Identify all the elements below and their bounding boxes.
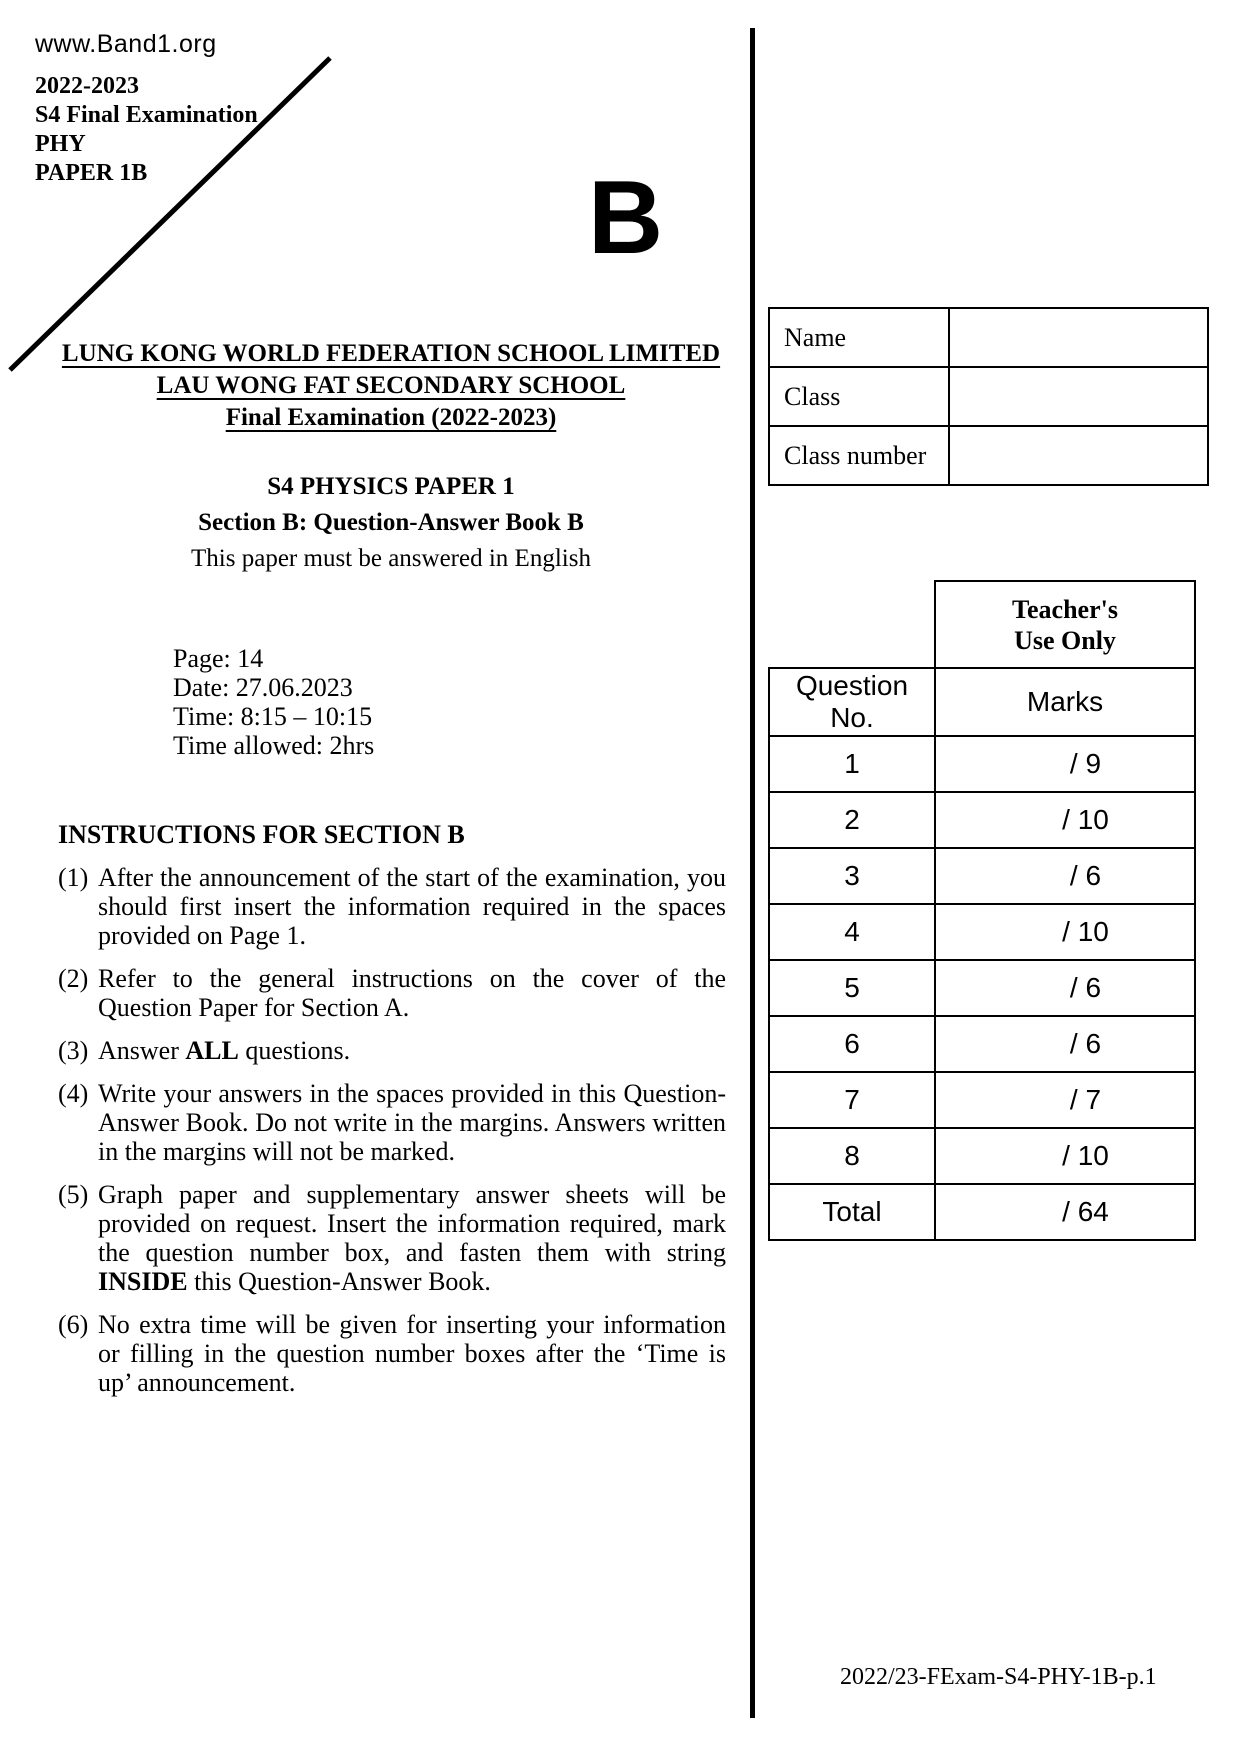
teacher-table-row xyxy=(769,1016,1195,1072)
paper-id-block xyxy=(35,72,258,188)
marks-header-cell: Marks xyxy=(935,668,1195,736)
instruction-text xyxy=(98,863,726,950)
exam-info-time-allowed: Time allowed: 2hrs xyxy=(173,731,375,760)
vertical-divider-rule xyxy=(750,28,755,1718)
instruction-item xyxy=(58,1310,726,1397)
teacher-table-spacer-cell xyxy=(769,581,935,668)
instruction-number: (3) xyxy=(58,1036,89,1065)
instruction-text-post: questions. xyxy=(238,1036,351,1065)
instruction-number: (4) xyxy=(58,1079,89,1108)
instruction-item xyxy=(58,863,726,950)
section-title: Section B: Question-Answer Book B xyxy=(198,509,584,536)
question-number-cell: 5 xyxy=(769,960,935,1016)
question-number-cell: 7 xyxy=(769,1072,935,1128)
paper-id-subject: PHY xyxy=(35,131,86,157)
instruction-text-pre: Refer to the general instructions on the cover of the Question Paper for Section A. xyxy=(98,964,726,1022)
class-value-cell[interactable] xyxy=(949,367,1208,426)
instruction-text-post: this Question-Answer Book. xyxy=(187,1267,491,1296)
instruction-number: (2) xyxy=(58,964,89,993)
teacher-table-row xyxy=(769,792,1195,848)
marks-cell: / 7 xyxy=(935,1072,1195,1128)
teacher-table-row xyxy=(769,1072,1195,1128)
marks-cell: / 64 xyxy=(935,1184,1195,1240)
instruction-text xyxy=(98,1180,726,1296)
teacher-table-row xyxy=(769,904,1195,960)
table-row xyxy=(769,581,1195,668)
paper-id-exam: S4 Final Examination xyxy=(35,102,258,128)
class-number-value-cell[interactable] xyxy=(949,426,1208,485)
instruction-text xyxy=(98,1310,726,1397)
instruction-text xyxy=(98,1036,726,1065)
instruction-text-bold: INSIDE xyxy=(98,1267,188,1296)
marks-cell: / 6 xyxy=(935,960,1195,1016)
teacher-table-row xyxy=(769,1128,1195,1184)
student-info-table xyxy=(768,307,1209,486)
instruction-text-pre: No extra time will be given for inserting your information or filling in the question number boxes after the ‘Time is up’ announcement. xyxy=(98,1310,726,1397)
instruction-item xyxy=(58,964,726,1022)
teacher-use-only-header-cell xyxy=(935,581,1195,668)
page-footer-code: 2022/23-FExam-S4-PHY-1B-p.1 xyxy=(840,1664,1157,1690)
table-row xyxy=(769,367,1208,426)
instruction-text-pre: Write your answers in the spaces provided in this Question-Answer Book. Do not write in the margins. Answers written in the margins will not be marked. xyxy=(98,1079,726,1166)
table-row xyxy=(769,426,1208,485)
paper-id-year: 2022-2023 xyxy=(35,73,139,99)
instruction-text xyxy=(98,1079,726,1166)
marks-cell: / 10 xyxy=(935,1128,1195,1184)
school-name-line2: LAU WONG FAT SECONDARY SCHOOL xyxy=(156,372,626,399)
marks-cell: / 6 xyxy=(935,1016,1195,1072)
marks-cell: / 6 xyxy=(935,848,1195,904)
question-number-cell: 2 xyxy=(769,792,935,848)
table-row xyxy=(769,308,1208,367)
teacher-use-only-line2: Use Only xyxy=(1014,625,1116,655)
teacher-use-only-line1: Teacher's xyxy=(1012,594,1118,624)
instruction-item xyxy=(58,1079,726,1166)
teacher-use-only-table xyxy=(768,580,1196,1241)
instruction-number: (1) xyxy=(58,863,89,892)
band1-watermark: www.Band1.org xyxy=(35,30,217,58)
question-number-cell: 1 xyxy=(769,736,935,792)
exam-info-time: Time: 8:15 – 10:15 xyxy=(173,702,373,731)
question-number-cell: Total xyxy=(769,1184,935,1240)
table-row xyxy=(769,668,1195,736)
class-number-label-cell: Class number xyxy=(769,426,949,485)
instructions-heading: INSTRUCTIONS FOR SECTION B xyxy=(58,820,465,849)
instruction-text xyxy=(98,964,726,1022)
question-number-cell: 4 xyxy=(769,904,935,960)
teacher-table-row xyxy=(769,848,1195,904)
instruction-item xyxy=(58,1180,726,1296)
question-no-header-cell: Question No. xyxy=(769,668,935,736)
school-name-line1: LUNG KONG WORLD FEDERATION SCHOOL LIMITED xyxy=(61,340,721,367)
instructions-list xyxy=(58,863,726,1411)
paper-heading xyxy=(35,338,747,575)
marks-cell: / 10 xyxy=(935,904,1195,960)
teacher-table-row xyxy=(769,736,1195,792)
teacher-table-row xyxy=(769,960,1195,1016)
marks-cell: / 9 xyxy=(935,736,1195,792)
instruction-text-pre: Graph paper and supplementary answer sheets will be provided on request. Insert the information required, mark the question number box, and fasten them with string xyxy=(98,1180,726,1267)
instruction-number: (5) xyxy=(58,1180,89,1209)
exam-info-date: Date: 27.06.2023 xyxy=(173,673,353,702)
name-label-cell: Name xyxy=(769,308,949,367)
diagonal-strike-line xyxy=(0,0,360,390)
language-note: This paper must be answered in English xyxy=(191,545,591,572)
question-number-cell: 3 xyxy=(769,848,935,904)
question-number-cell: 6 xyxy=(769,1016,935,1072)
paper-id-paper: PAPER 1B xyxy=(35,160,148,186)
question-number-cell: 8 xyxy=(769,1128,935,1184)
instruction-number: (6) xyxy=(58,1310,89,1339)
book-letter: B xyxy=(588,160,664,276)
instruction-text-pre: After the announcement of the start of the examination, you should first insert the information required in the spaces provided on Page 1. xyxy=(98,863,726,950)
name-value-cell[interactable] xyxy=(949,308,1208,367)
instruction-item xyxy=(58,1036,726,1065)
exam-title: Final Examination (2022-2023) xyxy=(225,404,557,431)
instruction-text-pre: Answer xyxy=(98,1036,186,1065)
class-label-cell: Class xyxy=(769,367,949,426)
exam-info-page: Page: 14 xyxy=(173,644,264,673)
exam-info-block xyxy=(173,644,374,760)
teacher-table-row xyxy=(769,1184,1195,1240)
instruction-text-bold: ALL xyxy=(185,1036,239,1065)
marks-cell: / 10 xyxy=(935,792,1195,848)
paper-title: S4 PHYSICS PAPER 1 xyxy=(267,473,515,500)
